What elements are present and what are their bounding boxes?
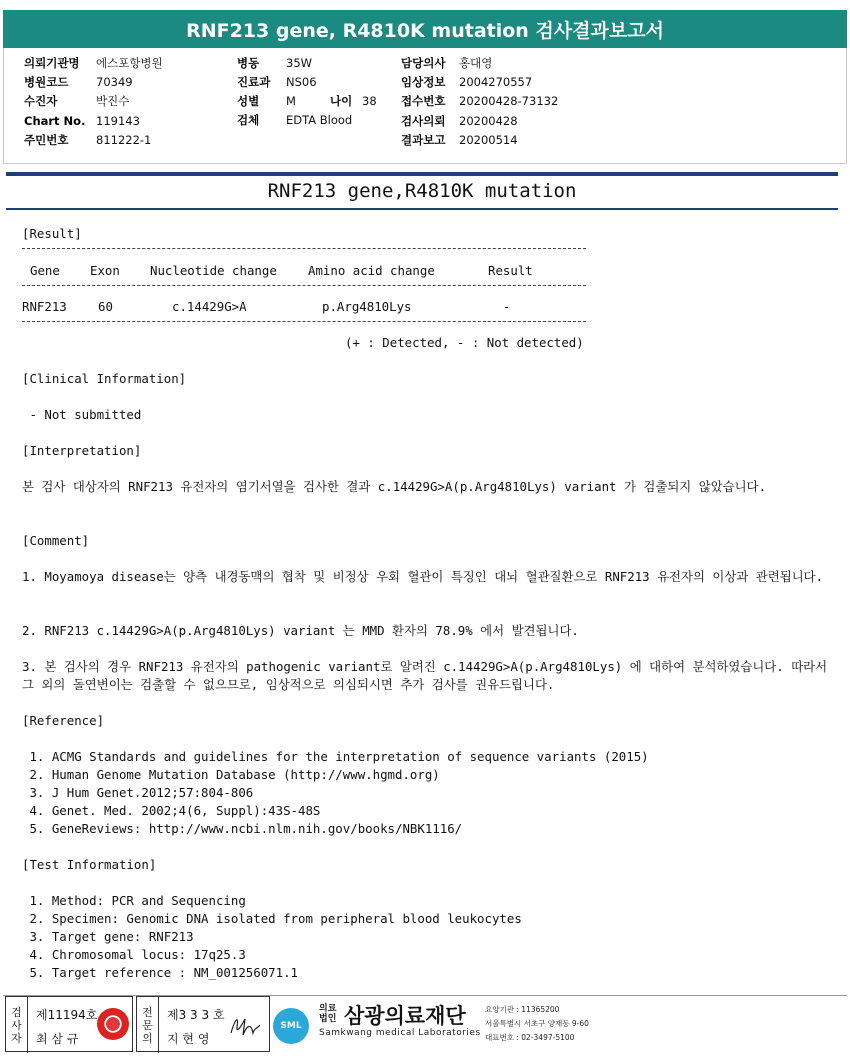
info-specimen: 검체 EDTA Blood: [237, 113, 353, 127]
test-info-item: 2. Specimen: Genomic DNA isolated from peripheral blood leukocytes: [22, 911, 522, 926]
info-sex: 성별 M 나이 38: [237, 94, 377, 108]
report-title: RNF213 gene, R4810K mutation 검사결과보고서: [186, 19, 664, 42]
org-name: 삼광의료재단: [344, 1004, 466, 1028]
specialist-signature: [227, 1013, 263, 1039]
info-ward: 병동 35W: [237, 56, 313, 70]
test-info-item: 4. Chromosomal locus: 17q25.3: [22, 947, 246, 962]
reference-item: 1. ACMG Standards and guidelines for the interpretation of sequence variants (2015): [22, 749, 649, 764]
table-divider: [22, 248, 586, 249]
col-header-nucleotide: Nucleotide change: [150, 263, 277, 278]
specialist-signature-box: [136, 996, 270, 1052]
info-department: 진료과 NS06: [237, 75, 317, 89]
section-clinical: [Clinical Information]: [22, 371, 187, 386]
info-patient-name: 수진자 박진수: [24, 94, 130, 108]
comment-item: 3. 본 검사의 경우 RNF213 유전자의 pathogenic variant로 알려진 c.14429G>A(p.Arg4810Lys) 에 대하여 분석하였습니다. 따라서 그 외의 돌연변이는 검출할 수 없으므로, 임상적으로 의심되시면 추가 검사를 권유드립니다.: [22, 659, 828, 692]
interpretation-text: 본 검사 대상자의 RNF213 유전자의 염기서열을 검사한 결과 c.14429G>A(p.Arg4810Lys) variant 가 검출되지 않았습니다.: [22, 479, 767, 494]
info-doctor: 담당의사 홍대영: [401, 56, 493, 70]
test-info-item: 1. Method: PCR and Sequencing: [22, 893, 246, 908]
top-rule: [6, 172, 838, 176]
col-header-result: Result: [488, 263, 533, 278]
org-type: 의료 법인: [319, 1004, 337, 1024]
reference-item: 3. J Hum Genet.2012;57:804-806: [22, 785, 254, 800]
org-english-name: Samkwang medical Laboratories: [319, 1028, 481, 1038]
inspector-license-no: 제11194호: [36, 1008, 98, 1022]
info-request-date: 검사의뢰 20200428: [401, 114, 518, 128]
clinical-text: - Not submitted: [22, 407, 142, 422]
inspector-name: 최 삼 규: [36, 1032, 79, 1046]
cell-nucleotide: c.14429G>A: [172, 299, 247, 314]
info-clinical-info: 임상정보 2004270557: [401, 75, 533, 89]
org-contact: 요양기관 : 11365200 서울특별시 서초구 양재동 9-60 대표번호 : 02-3497-5100: [485, 1005, 589, 1042]
patient-info-panel: [3, 48, 847, 164]
col-header-gene: Gene: [30, 263, 60, 278]
cell-result: -: [503, 299, 511, 314]
info-hospital-code: 병원코드 70349: [24, 75, 133, 89]
col-header-exon: Exon: [90, 263, 120, 278]
info-report-date: 결과보고 20200514: [401, 133, 518, 147]
cell-amino-acid: p.Arg4810Lys: [322, 299, 412, 314]
section-interpretation: [Interpretation]: [22, 443, 142, 458]
reference-item: 4. Genet. Med. 2002;4(6, Suppl):43S-48S: [22, 803, 321, 818]
cell-exon: 60: [98, 299, 113, 314]
report-title-banner: [3, 10, 847, 48]
cell-gene: RNF213: [22, 299, 67, 314]
info-receipt-no: 접수번호 20200428-73132: [401, 94, 559, 108]
specialist-license-no: 제3 3 3 호: [167, 1008, 225, 1022]
test-info-item: 5. Target reference : NM_001256071.1: [22, 965, 299, 980]
col-header-amino-acid: Amino acid change: [308, 263, 435, 278]
info-institution: 의뢰기관명 에스포항병원: [24, 56, 163, 70]
inspector-signature-box: [5, 996, 133, 1052]
section-comment: [Comment]: [22, 533, 90, 548]
inspector-seal: [97, 1008, 129, 1040]
section-test-info: [Test Information]: [22, 857, 157, 872]
specialist-label: 전 문 의: [137, 997, 159, 1053]
table-divider: [22, 285, 586, 286]
info-chart-no: Chart No. 119143: [24, 114, 140, 128]
table-divider: [22, 321, 586, 322]
sml-logo-icon: SML: [273, 1008, 309, 1044]
test-info-item: 3. Target gene: RNF213: [22, 929, 194, 944]
comment-item: 2. RNF213 c.14429G>A(p.Arg4810Lys) variant 는 MMD 환자의 78.9% 에서 발견됩니다.: [22, 623, 579, 638]
reference-item: 2. Human Genome Mutation Database (http://www.hgmd.org): [22, 767, 440, 782]
info-resident-no: 주민번호 811222-1: [24, 133, 152, 147]
reference-item: 5. GeneReviews: http://www.ncbi.nlm.nih.gov/books/NBK1116/: [22, 821, 463, 836]
report-footer: [3, 995, 847, 1057]
section-result: [Result]: [22, 226, 82, 241]
title-rule: [6, 208, 838, 210]
comment-item: 1. Moyamoya disease는 양측 내경동맥의 협착 및 비정상 우회 혈관이 특징인 대뇌 혈관질환으로 RNF213 유전자의 이상과 관련됩니다.: [22, 569, 824, 584]
inspector-label: 검 사 자: [6, 997, 28, 1053]
document-title: RNF213 gene,R4810K mutation: [267, 180, 577, 202]
result-legend: (+ : Detected, - : Not detected): [345, 335, 584, 350]
specialist-name: 지 현 영: [167, 1032, 210, 1046]
section-reference: [Reference]: [22, 713, 105, 728]
